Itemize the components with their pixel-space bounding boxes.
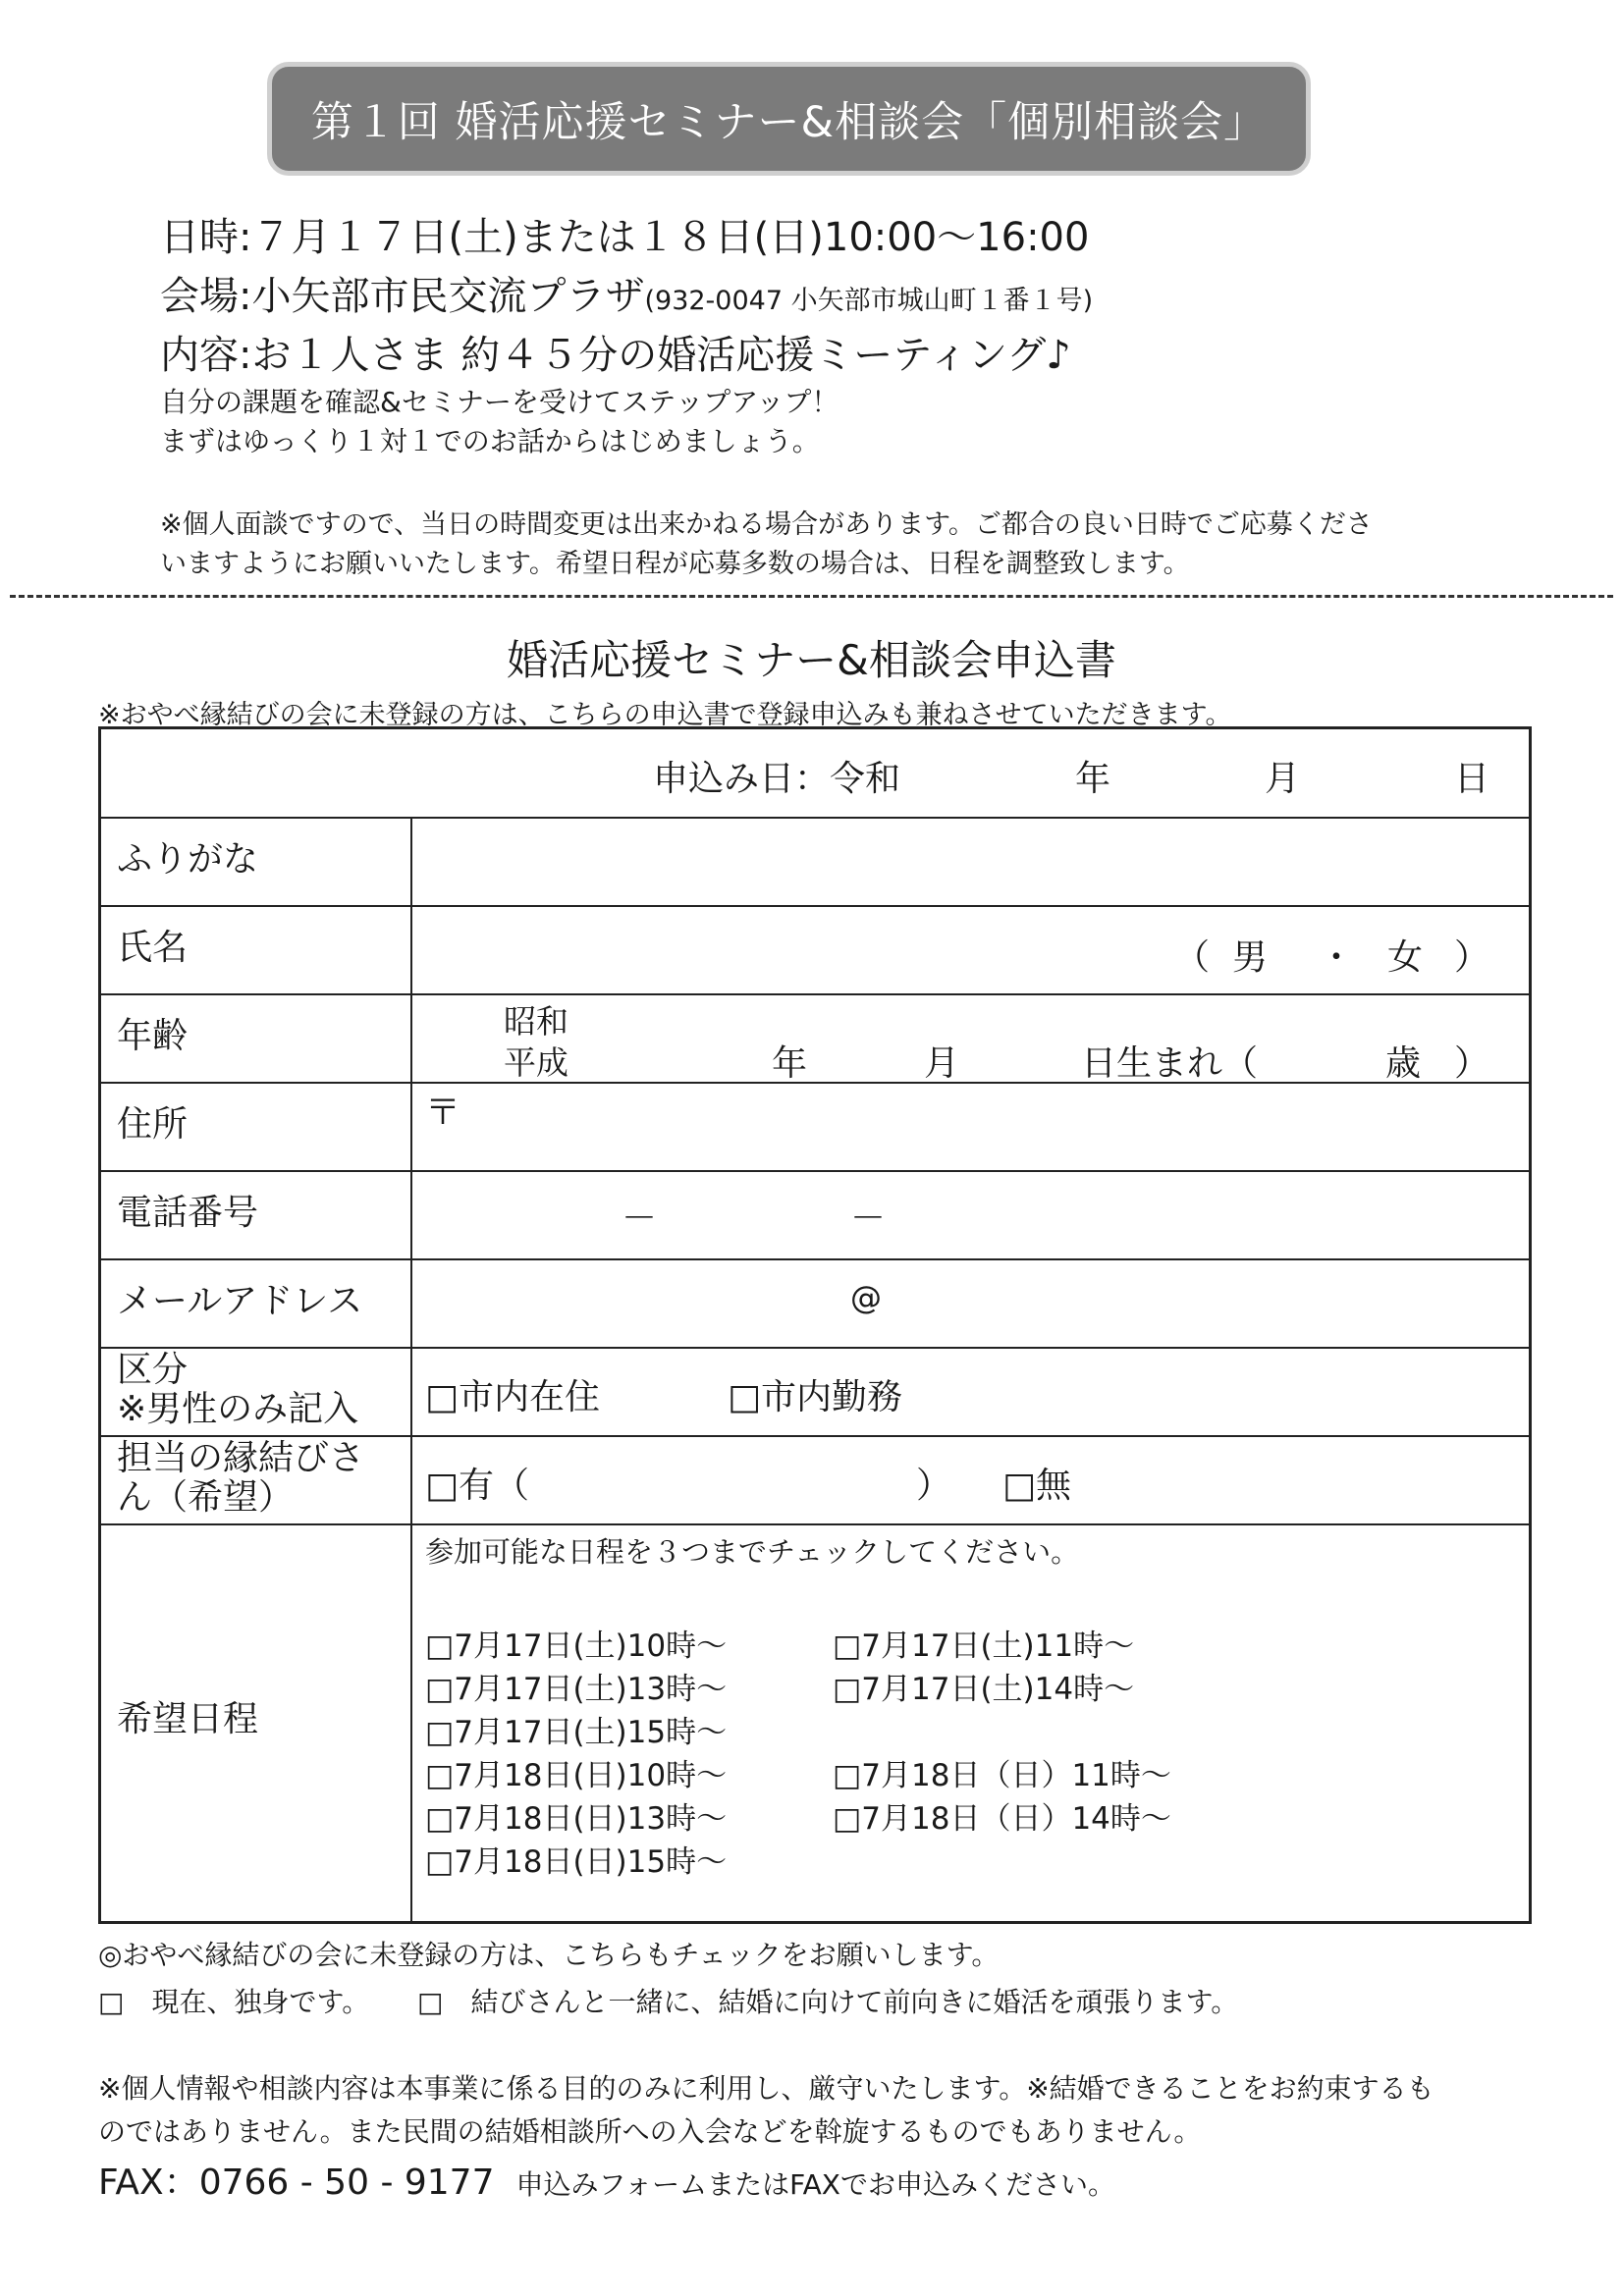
- schedule-checkbox[interactable]: □7月18日(日)13時～: [425, 1801, 728, 1837]
- name-field[interactable]: [425, 910, 1152, 988]
- name-label: 氏名: [117, 928, 189, 968]
- email-field[interactable]: [425, 1263, 1525, 1342]
- fax-number: FAX：0766 - 50 - 9177: [98, 2163, 495, 2203]
- row-divider: [101, 1258, 1529, 1260]
- note-line-2: いますようにお願いいたします。希望日程が応募多数の場合は、日程を調整致します。: [160, 549, 1190, 579]
- postal-mark: 〒: [425, 1093, 461, 1133]
- gender-open-paren: （: [1174, 937, 1211, 978]
- checkbox-city-resident[interactable]: □市内在住: [425, 1377, 601, 1417]
- phone-field[interactable]: [425, 1175, 1525, 1254]
- schedule-checkbox[interactable]: □7月17日(土)14時～: [833, 1672, 1135, 1707]
- schedule-instruction: 参加可能な日程を３つまでチェックしてください。: [425, 1535, 1080, 1569]
- phone-label: 電話番号: [117, 1193, 259, 1233]
- matchmaker-close-paren: ）: [916, 1466, 952, 1506]
- row-divider: [101, 1082, 1529, 1084]
- footer-notice: ◎おやべ縁結びの会に未登録の方は、こちらもチェックをお願いします。: [98, 1939, 1000, 1971]
- birth-month-label: 月: [924, 1043, 960, 1084]
- checkbox-single-status[interactable]: □ 現在、独身です。: [98, 1986, 370, 2018]
- row-divider: [101, 1523, 1529, 1525]
- checkbox-city-worker[interactable]: □市内勤務: [728, 1377, 903, 1417]
- matchmaker-label-cont: ん（希望）: [117, 1477, 295, 1518]
- apply-day-label: 日: [1454, 759, 1490, 799]
- fax-line: [98, 2155, 1115, 2205]
- venue-address: (932-0047 小矢部市城山町１番１号): [644, 286, 1094, 316]
- schedule-checkbox[interactable]: □7月18日（日）14時～: [833, 1801, 1171, 1837]
- row-divider: [101, 1170, 1529, 1172]
- application-form: [98, 726, 1532, 1924]
- row-divider: [101, 1435, 1529, 1437]
- privacy-line-1: ※個人情報や相談内容は本事業に係る目的のみに利用し、厳守いたします。※結婚できることをお約束するも: [98, 2072, 1434, 2105]
- row-divider: [101, 1347, 1529, 1349]
- apply-date-label: 申込み日：令和: [653, 759, 901, 799]
- title-banner: [267, 62, 1311, 176]
- era-heisei-option[interactable]: 平成: [504, 1043, 568, 1082]
- category-label: 区分: [117, 1350, 189, 1390]
- event-venue: [160, 265, 1093, 321]
- schedule-checkbox[interactable]: □7月17日(土)11時～: [833, 1629, 1135, 1664]
- schedule-label: 希望日程: [117, 1699, 259, 1739]
- age-close-paren: ）: [1454, 1043, 1490, 1084]
- furigana-label: ふりがな: [117, 839, 259, 880]
- gender-male-option[interactable]: 男: [1232, 937, 1269, 978]
- gender-female-option[interactable]: 女: [1387, 937, 1424, 978]
- description-line-1: 自分の課題を確認&セミナーを受けてステップアップ！: [160, 386, 839, 418]
- event-datetime: 日時:７月１７日(土)または１８日(日)10:00～16:00: [160, 215, 1090, 260]
- schedule-checkbox[interactable]: □7月17日(土)10時～: [425, 1629, 728, 1664]
- schedule-checkbox[interactable]: □7月18日（日）11時～: [833, 1758, 1171, 1793]
- form-subtitle: ※おやべ縁結びの会に未登録の方は、こちらの申込書で登録申込みも兼ねさせていただきます。: [98, 700, 1232, 730]
- checkbox-commitment[interactable]: □ 結びさんと一緒に、結婚に向けて前向きに婚活を頑張ります。: [417, 1986, 1239, 2018]
- age-label: 年齢: [117, 1016, 189, 1056]
- address-field[interactable]: [474, 1087, 1525, 1165]
- form-title: 婚活応援セミナー&相談会申込書: [507, 636, 1116, 684]
- birth-day-suffix: 日生まれ（: [1081, 1043, 1259, 1084]
- schedule-checkbox[interactable]: □7月18日(日)15時～: [425, 1844, 728, 1880]
- schedule-checkbox[interactable]: □7月17日(土)15時～: [425, 1715, 728, 1750]
- gender-close-paren: ）: [1454, 937, 1490, 978]
- email-at-sign: @: [850, 1279, 882, 1316]
- row-divider: [101, 817, 1529, 819]
- checkbox-matchmaker-no[interactable]: □無: [1002, 1466, 1072, 1506]
- address-label: 住所: [117, 1104, 189, 1145]
- apply-year-label: 年: [1075, 759, 1111, 799]
- venue-name: 会場:小矢部市民交流プラザ: [160, 274, 645, 319]
- note-line-1: ※個人面談ですので、当日の時間変更は出来かねる場合があります。ご都合の良い日時でご応募くださ: [160, 509, 1373, 540]
- privacy-line-2: のではありません。また民間の結婚相談所への入会などを斡旋するものでもありません。: [98, 2115, 1202, 2148]
- apply-month-label: 月: [1265, 759, 1301, 799]
- furigana-field[interactable]: [425, 822, 1525, 900]
- description-line-2: まずはゆっくり１対１でのお話からはじめましょう。: [160, 425, 820, 457]
- email-label: メールアドレス: [117, 1281, 363, 1321]
- schedule-checkbox[interactable]: □7月18日(日)10時～: [425, 1758, 728, 1793]
- column-divider: [410, 817, 412, 1924]
- checkbox-matchmaker-yes[interactable]: □有（: [425, 1466, 530, 1506]
- category-note: ※男性のみ記入: [117, 1389, 359, 1429]
- birth-year-label: 年: [772, 1043, 808, 1084]
- fax-note: 申込みフォームまたはFAXでお申込みください。: [515, 2168, 1115, 2201]
- row-divider: [101, 905, 1529, 907]
- row-divider: [101, 993, 1529, 995]
- age-years-label: 歳: [1385, 1043, 1422, 1084]
- phone-dash-2: －: [850, 1199, 887, 1239]
- banner-title: 第１回 婚活応援セミナー&相談会「個別相談会」: [310, 97, 1268, 147]
- gender-separator: ・: [1319, 937, 1355, 978]
- event-content: 内容:お１人さま 約４５分の婚活応援ミーティング♪: [160, 333, 1071, 378]
- cut-line-divider: [10, 595, 1613, 598]
- matchmaker-label: 担当の縁結びさ: [117, 1438, 365, 1478]
- schedule-checkbox[interactable]: □7月17日(土)13時～: [425, 1672, 728, 1707]
- phone-dash-1: －: [622, 1199, 658, 1239]
- era-showa-option[interactable]: 昭和: [504, 1002, 568, 1041]
